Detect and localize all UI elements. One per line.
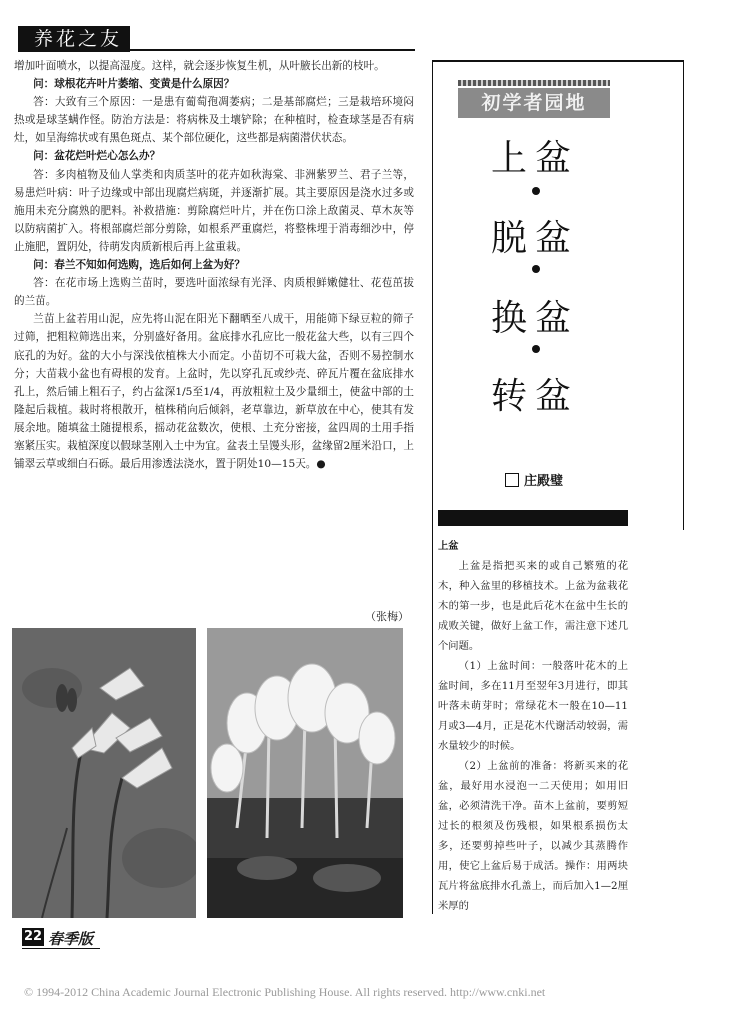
page-marker-rule	[22, 948, 100, 949]
page-number: 22	[23, 929, 43, 944]
question-heading: 问：盆花烂叶烂心怎么办？	[33, 150, 161, 163]
title-word: 换盆	[490, 298, 579, 339]
question-heading: 问：球根花卉叶片萎缩、变黄是什么原因？	[33, 78, 235, 91]
right-author: 庄殿璧	[524, 474, 564, 489]
paragraph: 增加叶面喷水，以提高湿度。这样，就会逐步恢复生机，从叶腋长出新的枝叶。	[14, 60, 385, 72]
title-word: 上盆	[490, 138, 579, 179]
subheading: 上盆	[438, 540, 459, 552]
author-square-icon	[505, 473, 519, 487]
edition-label: 春季版	[48, 930, 94, 948]
right-article-body	[438, 536, 628, 916]
paragraph: （1）上盆时间：一般落叶花木的上盆时间，多在11月至翌年3月进行，即其叶落未萌芽时；常绿花木一般在10—11月或3—4月，正是花木代谢活动较弱，需水量较少的时候。	[438, 660, 628, 752]
header-rule	[130, 49, 415, 51]
flower-photo-image	[12, 628, 196, 918]
answer-paragraph: 答：大致有三个原因：一是患有葡萄孢凋萎病；二是基部腐烂；三是栽培环境闷热或是球茎螨作怪。防治方法是：将病株及土壤铲除；在种植时，检查球茎是否有病灶，如呈海绵状或有黑色斑点、某个部位硬化，这些都是病菌潜伏状态。	[14, 96, 414, 145]
photo-flower-left	[12, 628, 196, 918]
title-bullet	[532, 345, 540, 353]
left-article	[14, 57, 414, 473]
paragraph: 上盆是指把买来的或自己繁殖的花木，种入盆里的移植技术。上盆为盆栽花木的第一步，也是此后花木在盆中生长的成败关键，做好上盆工作，需注意下述几个问题。	[438, 560, 628, 652]
title-word: 脱盆	[490, 218, 579, 259]
paragraph: （2）上盆前的准备：将新买来的花盆，最好用水浸泡一二天使用；如用旧盆，必须清洗干净。苗木上盆前，要剪短过长的根须及伤残根，如果根系损伤太多，还要剪掉些叶子，以减少其蒸腾作用，使它上盆后易于成活。操作：用两块瓦片将盆底排水孔盖上，而后加入1—2厘米厚的	[438, 760, 628, 912]
flower-photo-image	[207, 628, 403, 918]
answer-paragraph: 兰苗上盆若用山泥，应先将山泥在阳光下翻晒至八成干，用能筛下绿豆粒的筛子过筛，把粗粒筛选出来，分别盛好备用。盆底排水孔应比一般花盆大些，以有三四个底孔的为好。盆的大小与深浅依植株大小而定。小苗切不可栽大盆，否则不易控制水分；大苗栽小盆也有碍根的发育。上盆时，先以穿孔瓦或纱壳、碎瓦片覆在盆底排水孔上，然后铺上粗石子，约占盆深1/5至1/4，再放粗粒土及少量细土，使盆中部的土隆起后栽植。栽时将根散开，植株稍向后倾斜，老草靠边，新草放在中心，使其有发展余地。随填盆土随提根系，摇动花盆数次，使根、土充分密接，盆四周的土用手指塞紧压实。栽植深度以假球茎刚入土中为宜。盆表土呈馒头形，盆缘留2厘米沿口，上铺翠云草或细白石砾。最后用渗透法浇水，置于阴处10—15天。●	[14, 313, 414, 471]
answer-paragraph: 答：在花市场上选购兰苗时，要选叶面浓绿有光泽、肉质根鲜嫩健壮、花苞茁拔的兰苗。	[14, 277, 414, 308]
question-heading: 问：春兰不知如何选购，选后如何上盆为好？	[33, 259, 245, 272]
title-bullet	[532, 187, 540, 195]
copyright-footer: © 1994-2012 China Academic Journal Electronic Publishing House. All rights reserved. http://www.cnki.net	[24, 985, 546, 999]
title-word: 转盆	[490, 376, 579, 417]
answer-paragraph: 答：多肉植物及仙人掌类和肉质茎叶的花卉如秋海棠、非洲紫罗兰、君子兰等，易患烂叶病：叶子边缘或中部出现腐烂病斑，并逐渐扩展。其主要原因是浇水过多或施用未充分腐熟的肥料。补救措施：剪除腐烂叶片，并在伤口涂上敌菌灵、草木灰等以防病菌扩入。将根部腐烂部分剪除，如根系严重腐烂，将整株埋于消毒细沙中，停止施肥，置阴处，待萌发肉质新根后再上盆重栽。	[14, 168, 414, 253]
column-tag: 初学者园地	[458, 88, 610, 118]
frame-rule	[683, 60, 684, 530]
title-bullet	[532, 265, 540, 273]
decorative-strip	[458, 80, 610, 86]
column-title: 养花之友	[34, 28, 123, 50]
left-author: （张梅）	[365, 610, 409, 623]
section-bar	[438, 510, 628, 526]
photo-flower-right	[207, 628, 403, 918]
